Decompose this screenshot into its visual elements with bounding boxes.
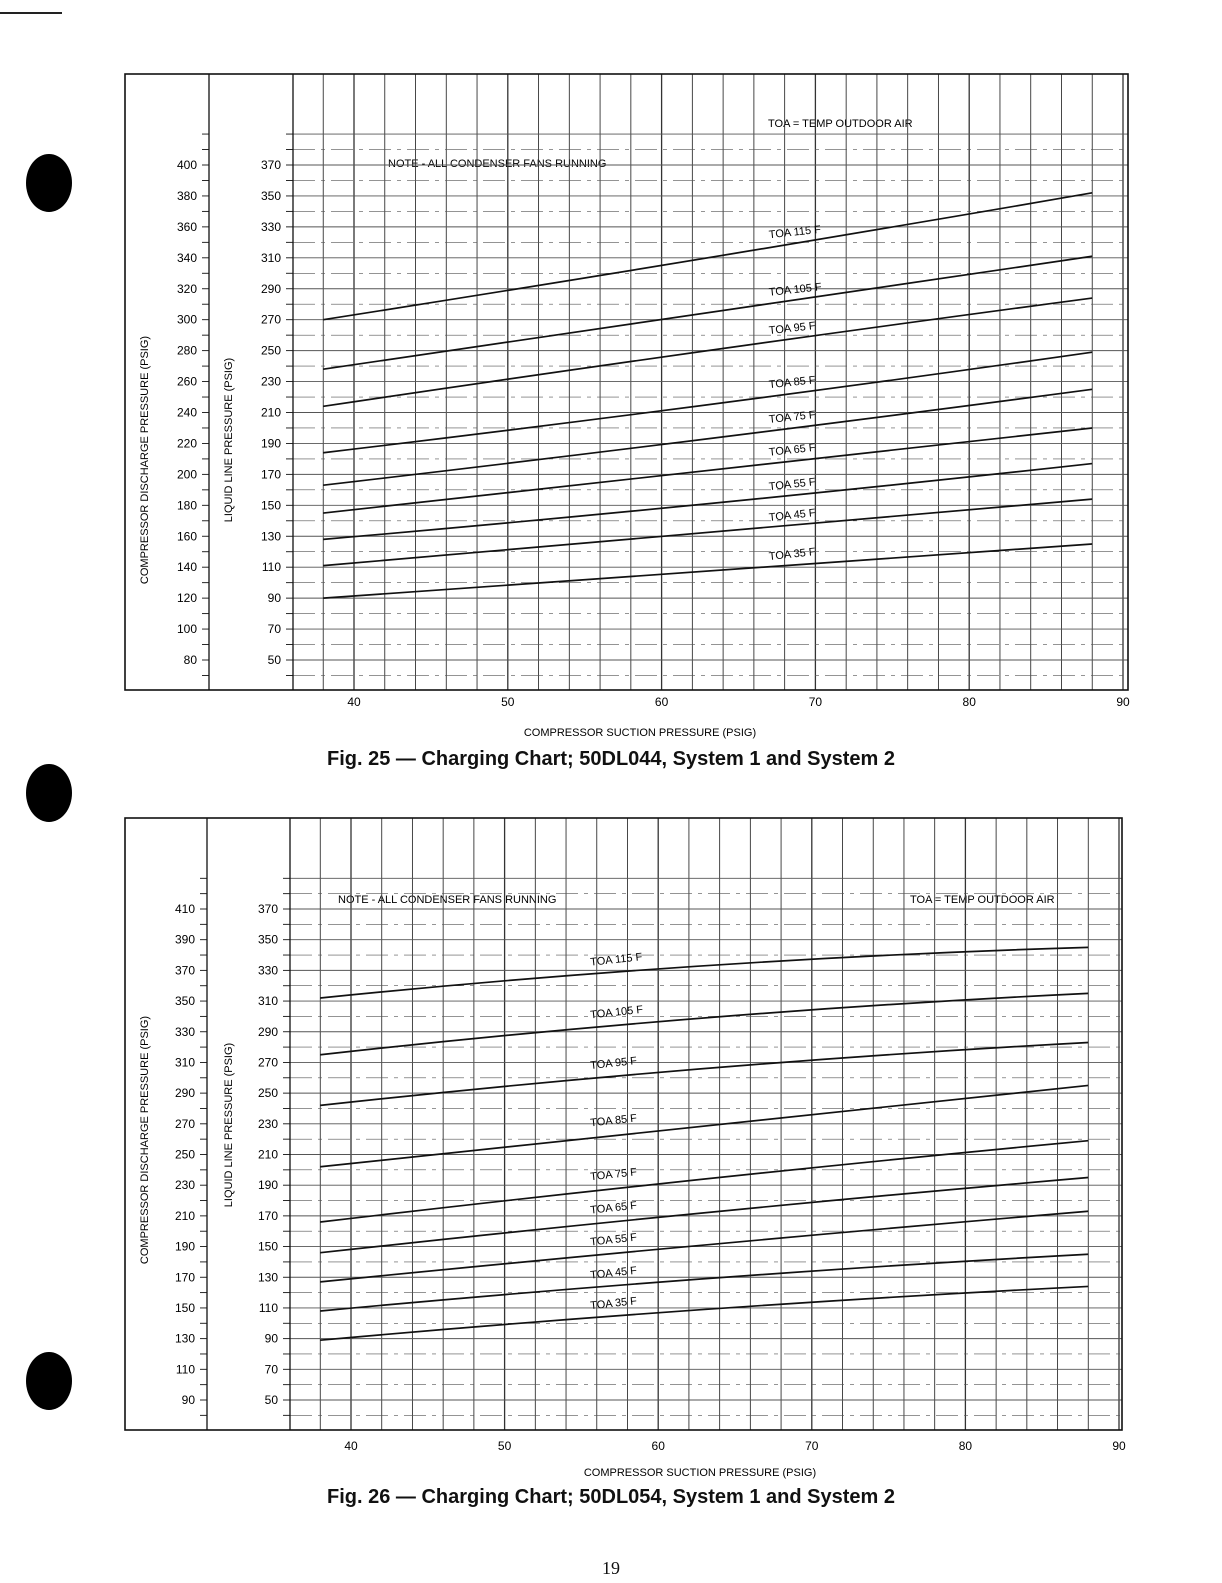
y2-tick-label: 230 [257,1116,278,1131]
x-axis-title: COMPRESSOR SUCTION PRESSURE (PSIG) [583,1467,817,1479]
y-tick-label: 380 [176,188,197,203]
y2-tick-label: 270 [260,312,281,327]
y2-tick-label: 350 [257,932,278,947]
y-tick-label: 110 [175,1362,195,1377]
y2-tick-label: 330 [257,963,278,978]
series-label: TOA 75 F [768,409,817,426]
y2-tick-label: 210 [260,405,281,420]
series-line [320,993,1088,1054]
series-label: TOA 65 F [589,1199,638,1217]
y-tick-label: 360 [176,219,197,234]
series-line [320,1042,1088,1105]
y-tick-label: 170 [174,1270,195,1285]
series-label: TOA 95 F [768,320,817,337]
series-label: TOA 105 F [589,1003,644,1022]
y2-tick-label: 290 [257,1024,278,1039]
chart-fig25 [0,70,1222,742]
series-line [320,1178,1088,1253]
x-tick-label: 80 [958,1439,973,1453]
y-tick-label: 370 [174,963,195,978]
series-line [323,428,1092,513]
note-label: NOTE - ALL CONDENSER FANS RUNNING [388,158,607,170]
x-tick-label: 70 [805,1439,819,1453]
y2-tick-label: 90 [267,591,281,606]
y2-tick-label: 70 [267,622,281,637]
y2-tick-label: 110 [258,1300,278,1315]
plot-area [290,818,1122,1430]
y2-tick-label: 250 [257,1086,278,1101]
series-line [323,499,1092,566]
y2-tick-label: 370 [260,158,281,172]
series-label: TOA 95 F [589,1055,638,1072]
y2-tick-label: 170 [257,1208,278,1223]
y2-tick-label: 150 [260,498,281,513]
toa-legend-label: TOA = TEMP OUTDOOR AIR [910,894,1055,906]
y-tick-label: 230 [174,1178,195,1193]
y-tick-label: 320 [176,281,197,296]
y-axis-title-discharge: COMPRESSOR DISCHARGE PRESSURE (PSIG) [139,335,151,585]
chart-fig26 [0,810,1222,1482]
series-line [323,544,1092,598]
y-tick-label: 180 [176,498,197,513]
toa-legend-label: TOA = TEMP OUTDOOR AIR [768,118,913,130]
y-tick-label: 160 [176,529,197,544]
note-label: NOTE - ALL CONDENSER FANS RUNNING [338,894,557,906]
y-tick-label: 270 [174,1116,195,1131]
y-tick-label: 410 [174,902,195,916]
series-line [323,464,1092,540]
y2-tick-label: 310 [260,250,281,265]
y2-tick-label: 290 [260,281,281,296]
y-tick-label: 150 [174,1300,195,1315]
y2-tick-label: 330 [260,219,281,234]
y2-tick-label: 130 [260,529,281,544]
series-label: TOA 35 F [768,546,817,563]
series-label: TOA 85 F [589,1112,638,1130]
series-label: TOA 115 F [768,223,822,242]
x-tick-label: 70 [808,695,823,709]
series-label: TOA 45 F [589,1264,638,1282]
y-tick-label: 120 [176,591,197,606]
y2-tick-label: 270 [257,1055,278,1070]
x-tick-label: 50 [501,695,515,709]
y-tick-label: 240 [176,405,197,420]
y2-tick-label: 210 [257,1147,278,1162]
y-axis-title-liquid: LIQUID LINE PRESSURE (PSIG) [223,1042,235,1208]
y2-tick-label: 350 [260,188,281,203]
y2-tick-label: 190 [257,1178,278,1193]
y-tick-label: 390 [174,932,195,947]
caption-fig26: Fig. 26 — Charging Chart; 50DL054, System 1 and System 2 [327,1486,895,1508]
y2-tick-label: 50 [264,1393,278,1407]
y2-tick-label: 190 [260,436,281,451]
x-tick-label: 90 [1112,1439,1126,1453]
page-number: 19 [602,1558,620,1578]
y2-tick-label: 310 [257,994,278,1009]
y-tick-label: 260 [176,374,197,389]
y-tick-label: 250 [174,1147,195,1162]
y-tick-label: 290 [174,1086,195,1101]
series-line [320,1141,1088,1222]
x-tick-label: 40 [344,1439,358,1453]
y-tick-label: 90 [181,1393,195,1407]
y2-tick-label: 170 [260,467,281,482]
y-tick-label: 310 [174,1055,195,1070]
y-tick-label: 100 [176,622,197,637]
y2-tick-label: 150 [257,1239,278,1254]
y2-tick-label: 370 [257,902,278,916]
y-axis-title-discharge: COMPRESSOR DISCHARGE PRESSURE (PSIG) [139,1015,151,1265]
y-tick-label: 280 [176,343,197,358]
y-tick-label: 350 [174,994,195,1009]
x-tick-label: 50 [497,1439,512,1453]
y-tick-label: 140 [176,560,197,575]
x-tick-label: 40 [347,695,361,709]
y2-tick-label: 70 [264,1362,278,1377]
series-label: TOA 65 F [768,441,817,459]
y2-tick-label: 230 [260,374,281,389]
y-tick-label: 300 [176,312,197,327]
series-label: TOA 45 F [768,507,817,524]
y-tick-label: 200 [176,467,197,482]
y-tick-label: 210 [174,1208,195,1223]
x-tick-label: 90 [1116,695,1130,709]
y-tick-label: 130 [174,1331,195,1346]
x-tick-label: 60 [651,1439,665,1453]
y-axis-title-liquid: LIQUID LINE PRESSURE (PSIG) [223,357,235,523]
y-tick-label: 220 [176,436,197,451]
y2-tick-label: 250 [260,343,281,358]
series-label: TOA 75 F [589,1166,638,1184]
y2-tick-label: 50 [267,653,281,667]
y2-tick-label: 130 [257,1270,278,1285]
y-tick-label: 80 [183,653,197,667]
y2-tick-label: 90 [264,1331,278,1346]
y-tick-label: 340 [176,250,197,265]
x-tick-label: 60 [654,695,669,709]
y-tick-label: 400 [176,158,197,172]
series-label: TOA 55 F [589,1231,638,1249]
series-label: TOA 105 F [768,281,823,299]
series-label: TOA 115 F [589,951,643,969]
caption-fig25: Fig. 25 — Charging Chart; 50DL044, System 1 and System 2 [327,748,895,770]
series-line [320,1286,1088,1340]
series-label: TOA 35 F [589,1295,638,1313]
corner-rule [0,12,62,14]
series-label: TOA 85 F [768,374,817,392]
series-line [323,193,1092,320]
y-tick-label: 330 [174,1024,195,1039]
x-axis-title: COMPRESSOR SUCTION PRESSURE (PSIG) [523,727,757,739]
y2-tick-label: 110 [261,560,281,575]
series-line [320,1254,1088,1311]
y-tick-label: 190 [174,1239,195,1254]
series-line [323,352,1092,453]
x-tick-label: 80 [962,695,976,709]
series-label: TOA 55 F [768,476,817,494]
